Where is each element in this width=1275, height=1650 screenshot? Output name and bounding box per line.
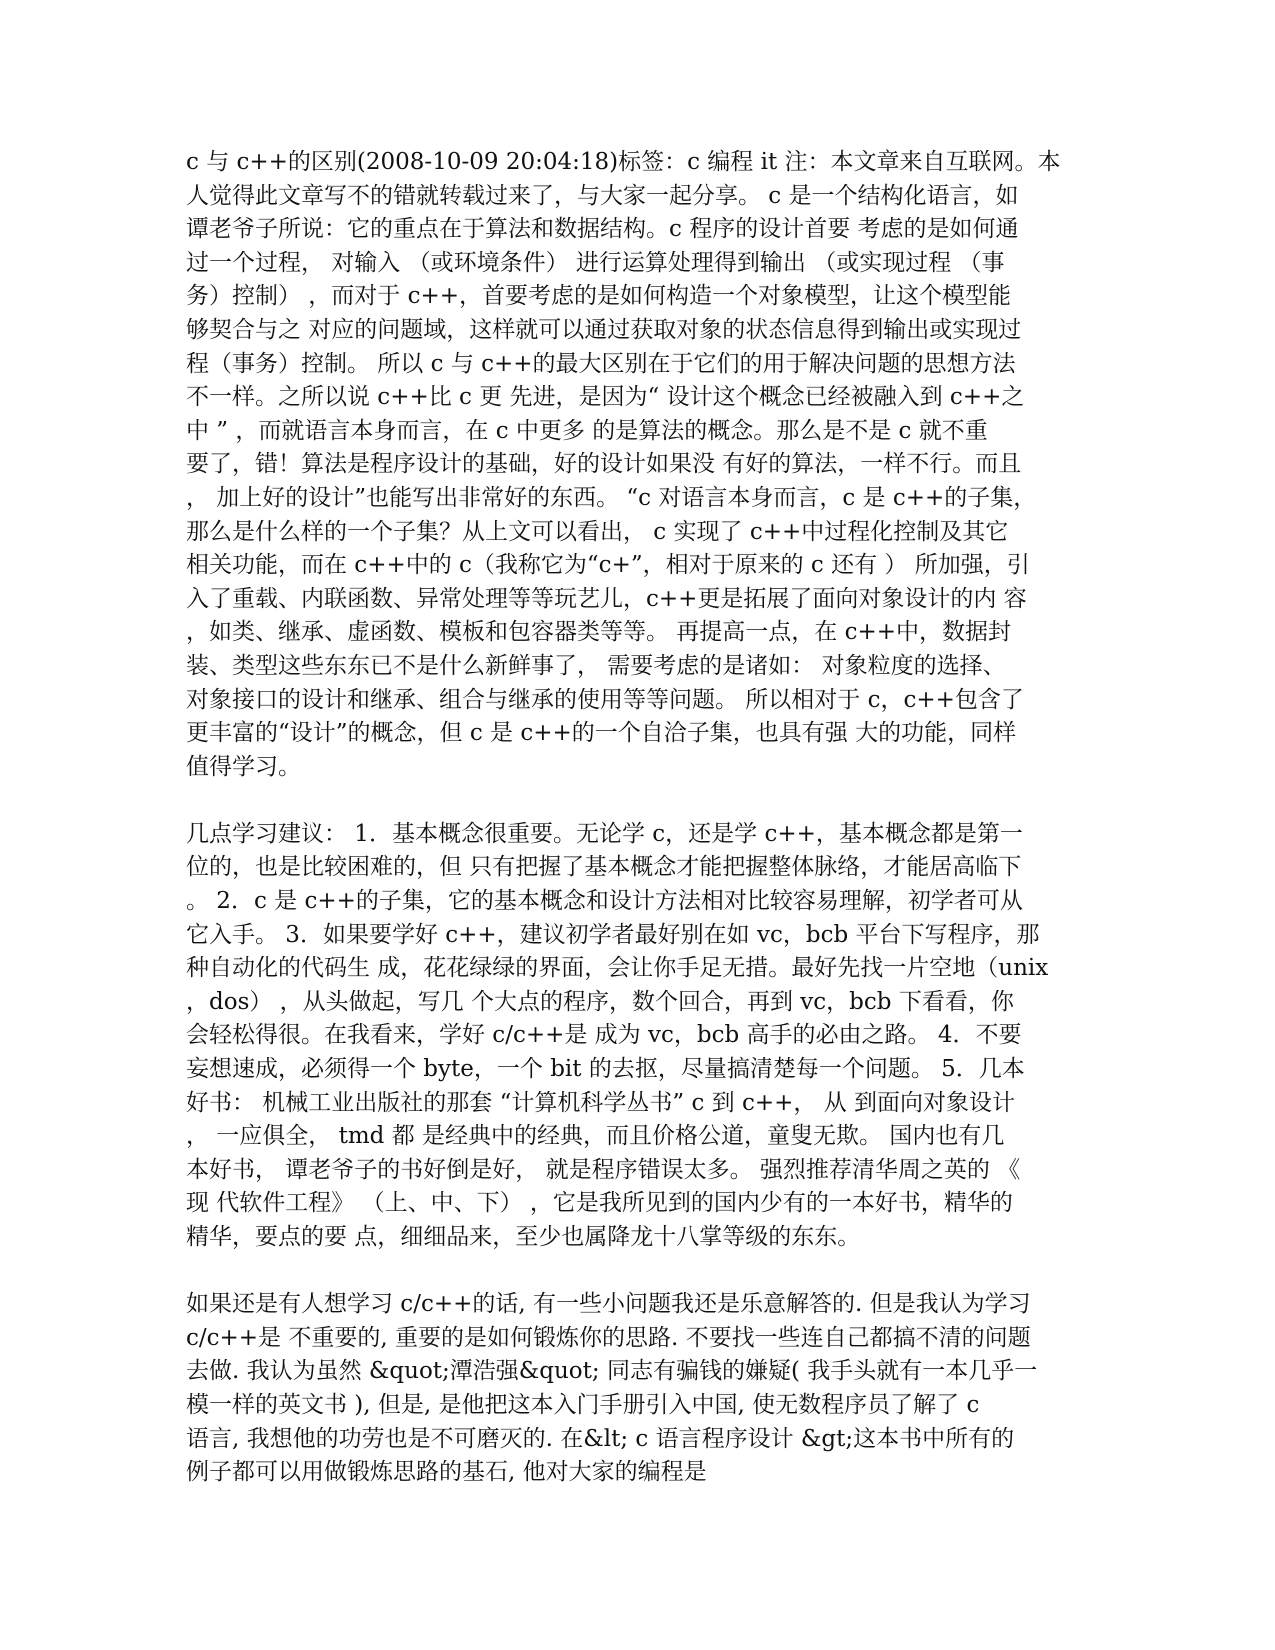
text-line: 不一样。之所以说 c++比 c 更 先进，是因为“ 设计这个概念已经被融入到 c++之 <box>186 384 1025 411</box>
text-line: 人觉得此文章写不的错就转载过来了，与大家一起分享。 c 是一个结构化语言，如 <box>186 182 1019 209</box>
text-line: ， 一应俱全， tmd 都 是经典中的经典，而且价格公道，童叟无欺。 国内也有几 <box>186 1123 1005 1150</box>
text-line: ，dos） ，从头做起，写几 个大点的程序，数个回合，再到 vc，bcb 下看看，你 <box>186 988 1014 1015</box>
text-line: 妄想速成，必须得一个 byte，一个 bit 的去抠，尽量搞清楚每一个问题。 5．几本 <box>186 1056 1025 1083</box>
text-line: 对象接口的设计和继承、组合与继承的使用等等问题。 所以相对于 c，c++包含了 <box>186 686 1024 713</box>
text-line: c 与 c++的区别(2008-10-09 20:04:18)标签：c 编程 it 注：本文章来自互联网。本 <box>186 149 1061 175</box>
text-line: 会轻松得很。在我看来，学好 c/c++是 成为 vc，bcb 高手的必由之路。 4．不要 <box>186 1022 1022 1049</box>
text-line: 那么是什么样的一个子集？从上文可以看出， c 实现了 c++中过程化控制及其它 <box>186 518 1009 545</box>
text-line: 谭老爷子所说：它的重点在于算法和数据结构。c 程序的设计首要 考虑的是如何通 <box>186 216 1019 243</box>
document-body <box>186 146 1086 1523</box>
text-line: 装、类型这些东东已不是什么新鲜事了， 需要考虑的是诸如： 对象粒度的选择、 <box>186 652 1006 679</box>
paragraph <box>186 146 1086 784</box>
text-line: ， 加上好的设计”也能写出非常好的东西。 “c 对语言本身而言，c 是 c++的子集， <box>186 484 1037 511</box>
text-line: 种自动化的代码生 成，花花绿绿的界面，会让你手足无措。最好先找一片空地（unix <box>186 955 1049 982</box>
text-line: 相关功能，而在 c++中的 c（我称它为“c+”，相对于原来的 c 还有 ） 所加强，引 <box>186 552 1030 579</box>
text-line: 过一个过程， 对输入 （或环境条件） 进行运算处理得到输出 （或实现过程 （事 <box>186 249 1005 276</box>
paragraph <box>186 818 1086 1255</box>
text-line: 精华，要点的要 点，细细品来，至少也属降龙十八掌等级的东东。 <box>186 1224 861 1250</box>
text-line: 务）控制） ，而对于 c++，首要考虑的是如何构造一个对象模型，让这个模型能 <box>186 283 1012 310</box>
text-line: 例子都可以用做锻炼思路的基石, 他对大家的编程是 <box>186 1459 707 1486</box>
text-line: 程（事务）控制。 所以 c 与 c++的最大区别在于它们的用于解决问题的思想方法 <box>186 350 1016 377</box>
text-line: 现 代软件工程》 （上、中、下） ，它是我所见到的国内少有的一本好书，精华的 <box>186 1190 1013 1217</box>
text-line: 好书： 机械工业出版社的那套 “计算机科学丛书” c 到 c++， 从 到面向对象设计 <box>186 1089 1015 1116</box>
text-line: 去做. 我认为虽然 &quot;潭浩强&quot; 同志有骗钱的嫌疑( 我手头就有一本几乎一 <box>186 1358 1038 1385</box>
text-line: 语言, 我想他的功劳也是不可磨灭的. 在&lt; c 语言程序设计 &gt;这本书中所有的 <box>186 1425 1015 1452</box>
text-line: 中 ” ，而就语言本身而言，在 c 中更多 的是算法的概念。那么是不是 c 就不重 <box>186 417 988 444</box>
text-line: 几点学习建议： 1．基本概念很重要。无论学 c，还是学 c++，基本概念都是第一 <box>186 820 1023 847</box>
text-line: 位的，也是比较困难的，但 只有把握了基本概念才能把握整体脉络，才能居高临下 <box>186 854 1022 881</box>
paragraph <box>186 1288 1086 1490</box>
text-line: 值得学习。 <box>186 753 301 780</box>
text-line: c/c++是 不重要的, 重要的是如何锻炼你的思路. 不要找一些连自己都搞不清的问题 <box>186 1324 1031 1351</box>
text-line: 。 2．c 是 c++的子集，它的基本概念和设计方法相对比较容易理解，初学者可从 <box>186 888 1023 915</box>
text-line: 如果还是有人想学习 c/c++的话, 有一些小问题我还是乐意解答的. 但是我认为学习 <box>186 1291 1031 1318</box>
text-line: 入了重载、内联函数、异常处理等等玩艺儿，c++更是拓展了面向对象设计的内 容 <box>186 585 1027 612</box>
text-line: 模一样的英文书 ), 但是, 是他把这本入门手册引入中国, 使无数程序员了解了 c <box>186 1391 980 1418</box>
text-line: ，如类、继承、虚函数、模板和包容器类等等。 再提高一点，在 c++中，数据封 <box>186 619 1012 646</box>
text-line: 更丰富的“设计”的概念，但 c 是 c++的一个自洽子集，也具有强 大的功能，同样 <box>186 720 1017 747</box>
text-line: 要了，错！算法是程序设计的基础，好的设计如果没 有好的算法，一样不行。而且 <box>186 451 1022 478</box>
text-line: 够契合与之 对应的问题域，这样就可以通过获取对象的状态信息得到输出或实现过 <box>186 316 1022 343</box>
text-line: 它入手。 3．如果要学好 c++，建议初学者最好别在如 vc，bcb 平台下写程序，那 <box>186 921 1040 948</box>
text-line: 本好书， 谭老爷子的书好倒是好， 就是程序错误太多。 强烈推荐清华周之英的 《 <box>186 1156 1021 1183</box>
